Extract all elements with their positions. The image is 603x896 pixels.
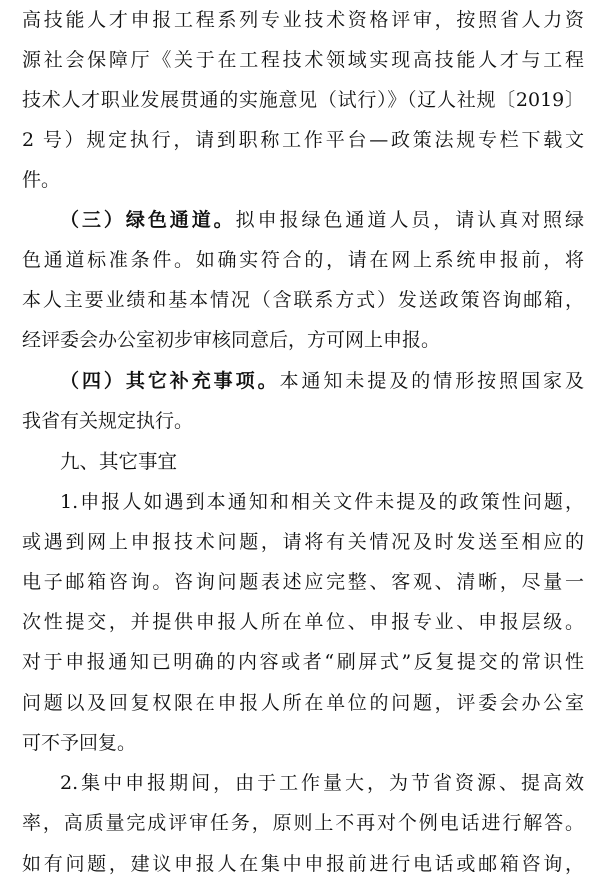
paragraph-line: 高技能人才申报工程系列专业技术资格评审，按照省人力资 [22,9,584,31]
paragraph-line: 色通道标准条件。如确实符合的，请在网上系统申报前，将 [22,249,584,271]
paragraph-line: 本人主要业绩和基本情况（含联系方式）发送政策咨询邮箱， [22,289,584,311]
paragraph-line: 经评委会办公室初步审核同意后，方可网上申报。 [22,329,441,351]
paragraph-line: 源社会保障厅《关于在工程技术领域实现高技能人才与工程 [22,49,584,71]
paragraph-line: 问题以及回复权限在申报人所在单位的问题，评委会办公室 [22,692,584,714]
section-four-text: 本通知未提及的情形按照国家及 [279,370,584,392]
section-three-text: 拟申报绿色通道人员，请认真对照绿 [235,209,584,231]
paragraph-line: 次性提交，并提供申报人所在单位、申报专业、申报层级。 [22,611,584,633]
paragraph-line: 1.申报人如遇到本通知和相关文件未提及的政策性问题， [60,491,584,513]
paragraph-line: 2.集中申报期间，由于工作量大，为节省资源、提高效 [60,772,584,794]
paragraph-line: 技术人才职业发展贯通的实施意见（试行）》（辽人社规〔2019〕 [22,89,584,111]
paragraph-line: 电子邮箱咨询。咨询问题表述应完整、客观、清晰，尽量一 [22,571,584,593]
paragraph-line: 率，高质量完成评审任务，原则上不再对个例电话进行解答。 [22,812,584,834]
paragraph-line: 2 号）规定执行，请到职称工作平台—政策法规专栏下载文 [22,129,584,151]
paragraph-line: 可不予回复。 [22,732,137,754]
paragraph-line: 或遇到网上申报技术问题，请将有关情况及时发送至相应的 [22,531,584,553]
paragraph-line: 件。 [22,169,61,191]
section-four-heading: （四）其它补充事项。 [60,370,280,392]
section-heading-nine: 九、其它事宜 [60,450,178,473]
section-four-line [60,366,584,396]
paragraph-line: 我省有关规定执行。 [22,410,194,432]
section-three-heading: （三）绿色通道。 [60,209,236,231]
paragraph-line: 如有问题，建议申报人在集中申报前进行电话或邮箱咨询， [22,853,584,875]
paragraph-line: 对于申报通知已明确的内容或者“刷屏式”反复提交的常识性 [22,651,584,673]
section-three-line [60,205,584,235]
